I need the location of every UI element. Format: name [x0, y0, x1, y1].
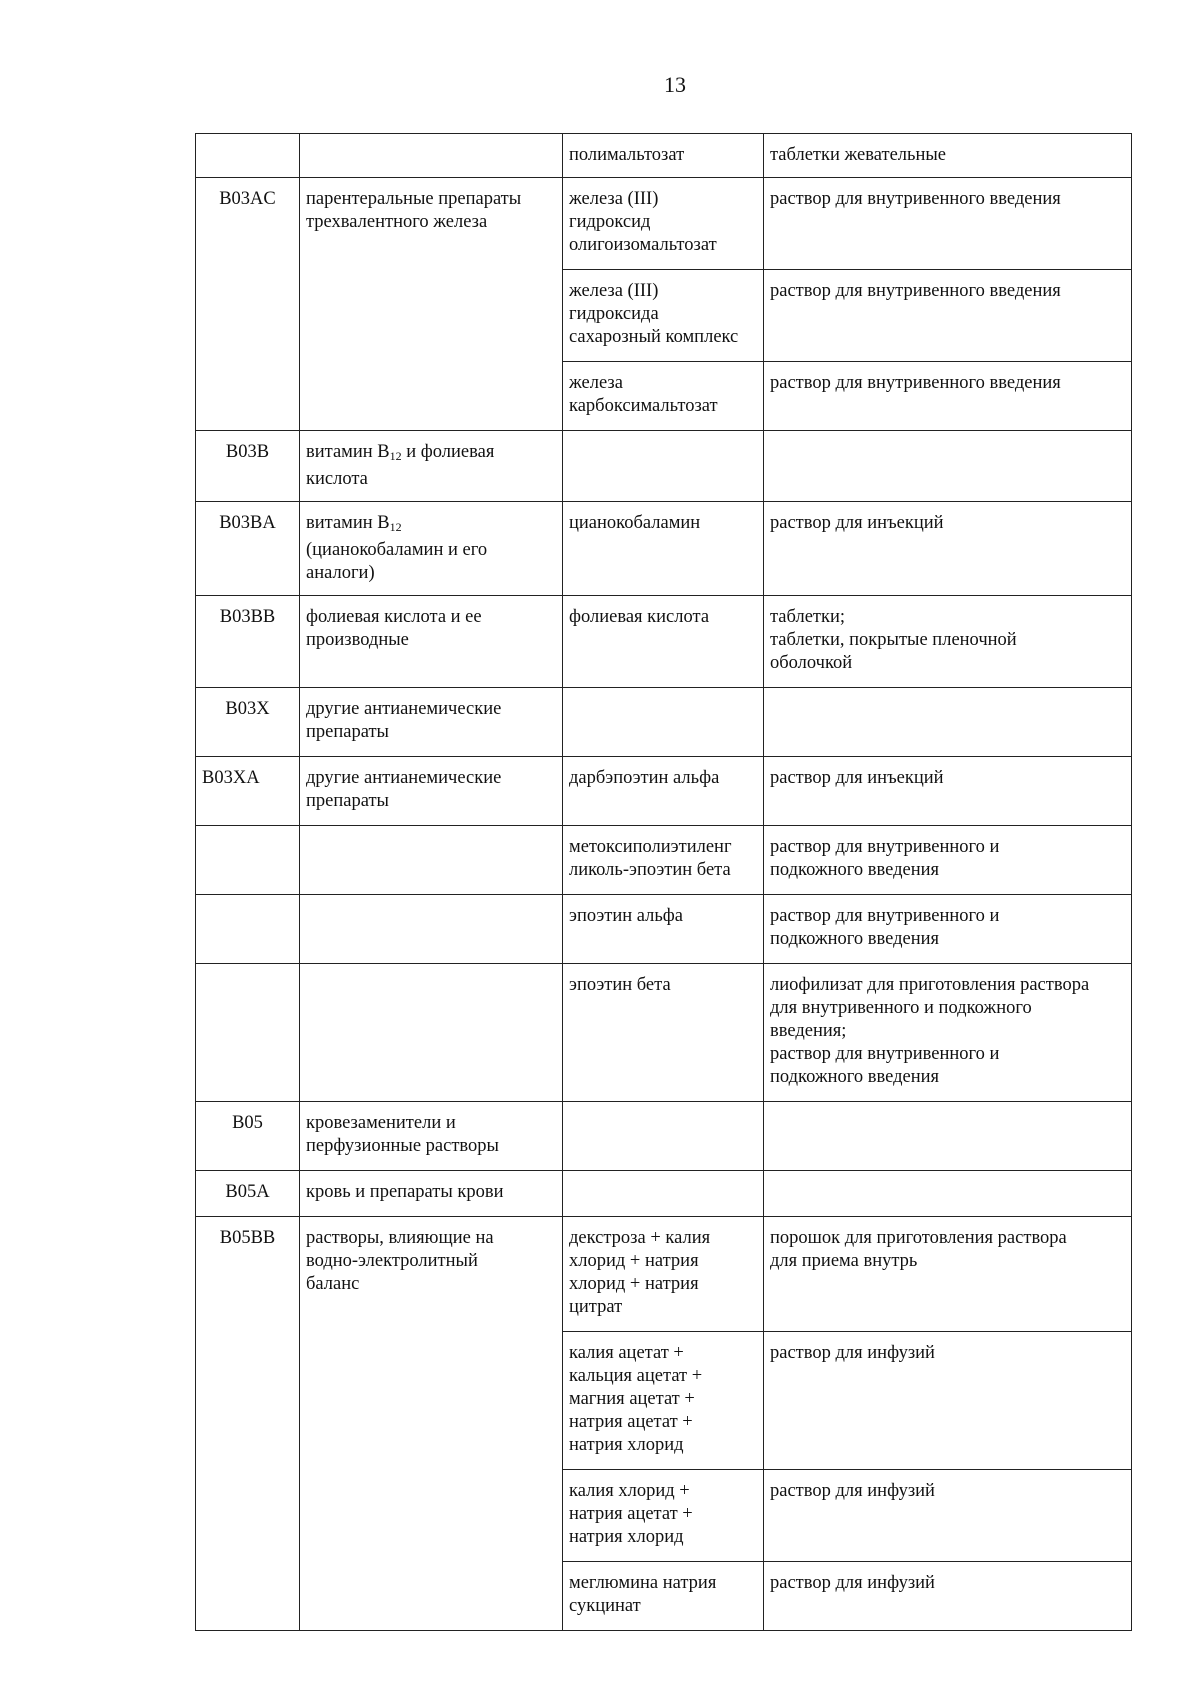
group-name-text: и фолиевая кислота: [306, 442, 495, 489]
drug-name: [563, 431, 764, 502]
dosage-form: раствор для инфузий: [764, 1332, 1132, 1470]
table-row: [196, 895, 1132, 964]
dosage-form: таблетки; таблетки, покрытые пленочной оболочкой: [764, 596, 1132, 688]
group-name: [300, 826, 563, 895]
drug-table: [195, 133, 1132, 1631]
table-row: [196, 826, 1132, 895]
atc-code: [196, 964, 300, 1102]
subscript: 12: [389, 449, 402, 463]
drug-name: эпоэтин альфа: [563, 895, 764, 964]
dosage-form: раствор для внутривенного и подкожного введения: [764, 895, 1132, 964]
group-name: фолиевая кислота и ее производные: [300, 596, 563, 688]
group-name: другие антианемические препараты: [300, 688, 563, 757]
table-row: [196, 757, 1132, 826]
table-row: [196, 596, 1132, 688]
dosage-form: таблетки жевательные: [764, 134, 1132, 178]
atc-code: B05: [196, 1102, 300, 1171]
atc-code: B03BA: [196, 502, 300, 596]
drug-name: декстроза + калия хлорид + натрия хлорид + натрия цитрат: [563, 1217, 764, 1332]
dosage-form: раствор для инъекций: [764, 502, 1132, 596]
drug-name: калия хлорид + натрия ацетат + натрия хлорид: [563, 1470, 764, 1562]
group-name: парентеральные препараты трехвалентного железа: [300, 178, 563, 431]
dosage-form: раствор для внутривенного введения: [764, 362, 1132, 431]
drug-name: фолиевая кислота: [563, 596, 764, 688]
atc-code: B05BB: [196, 1217, 300, 1631]
drug-name: метоксиполиэтиленг ликоль-эпоэтин бета: [563, 826, 764, 895]
group-name: [300, 964, 563, 1102]
table-row: [196, 502, 1132, 596]
group-name-text: витамин B: [306, 442, 390, 462]
drug-name: железа (III) гидроксид олигоизомальтозат: [563, 178, 764, 270]
group-name: другие антианемические препараты: [300, 757, 563, 826]
table-row: [196, 964, 1132, 1102]
atc-code: [196, 134, 300, 178]
dosage-form: раствор для внутривенного и подкожного введения: [764, 826, 1132, 895]
drug-name: железа (III) гидроксида сахарозный комплекс: [563, 270, 764, 362]
atc-code: B03B: [196, 431, 300, 502]
atc-code: B03XA: [196, 757, 300, 826]
dosage-form: [764, 1102, 1132, 1171]
group-name: [300, 134, 563, 178]
table-row: [196, 688, 1132, 757]
drug-name: цианокобаламин: [563, 502, 764, 596]
page-number: 13: [664, 72, 686, 97]
table-row: [196, 1102, 1132, 1171]
table-row: [196, 431, 1132, 502]
drug-name: дарбэпоэтин альфа: [563, 757, 764, 826]
drug-name: полимальтозат: [563, 134, 764, 178]
drug-name: [563, 1102, 764, 1171]
subscript: 12: [389, 520, 402, 534]
atc-code: B03BB: [196, 596, 300, 688]
dosage-form: раствор для внутривенного введения: [764, 270, 1132, 362]
group-name: [300, 431, 563, 502]
drug-name: калия ацетат + кальция ацетат + магния ацетат + натрия ацетат + натрия хлорид: [563, 1332, 764, 1470]
drug-name: меглюмина натрия сукцинат: [563, 1562, 764, 1631]
table-row: [196, 1217, 1132, 1332]
group-name: [300, 502, 563, 596]
table-row: [196, 178, 1132, 270]
drug-name: железа карбоксимальтозат: [563, 362, 764, 431]
dosage-form: лиофилизат для приготовления раствора для внутривенного и подкожного введения; раствор для внутривенного и подкожного введения: [764, 964, 1132, 1102]
group-name: кровезаменители и перфузионные растворы: [300, 1102, 563, 1171]
dosage-form: порошок для приготовления раствора для приема внутрь: [764, 1217, 1132, 1332]
dosage-form: раствор для инфузий: [764, 1562, 1132, 1631]
group-name: [300, 895, 563, 964]
drug-name: [563, 688, 764, 757]
atc-code: B03X: [196, 688, 300, 757]
drug-name: эпоэтин бета: [563, 964, 764, 1102]
group-name-text: витамин B: [306, 513, 390, 533]
group-name: кровь и препараты крови: [300, 1171, 563, 1217]
dosage-form: раствор для инфузий: [764, 1470, 1132, 1562]
drug-name: [563, 1171, 764, 1217]
group-name-text: (цианокобаламин и его аналоги): [306, 540, 488, 583]
atc-code: [196, 895, 300, 964]
dosage-form: раствор для инъекций: [764, 757, 1132, 826]
atc-code: [196, 826, 300, 895]
atc-code: B05A: [196, 1171, 300, 1217]
group-name: растворы, влияющие на водно-электролитный баланс: [300, 1217, 563, 1631]
dosage-form: [764, 688, 1132, 757]
table-row: [196, 134, 1132, 178]
dosage-form: раствор для внутривенного введения: [764, 178, 1132, 270]
dosage-form: [764, 431, 1132, 502]
dosage-form: [764, 1171, 1132, 1217]
table-row: [196, 1171, 1132, 1217]
atc-code: B03AC: [196, 178, 300, 431]
